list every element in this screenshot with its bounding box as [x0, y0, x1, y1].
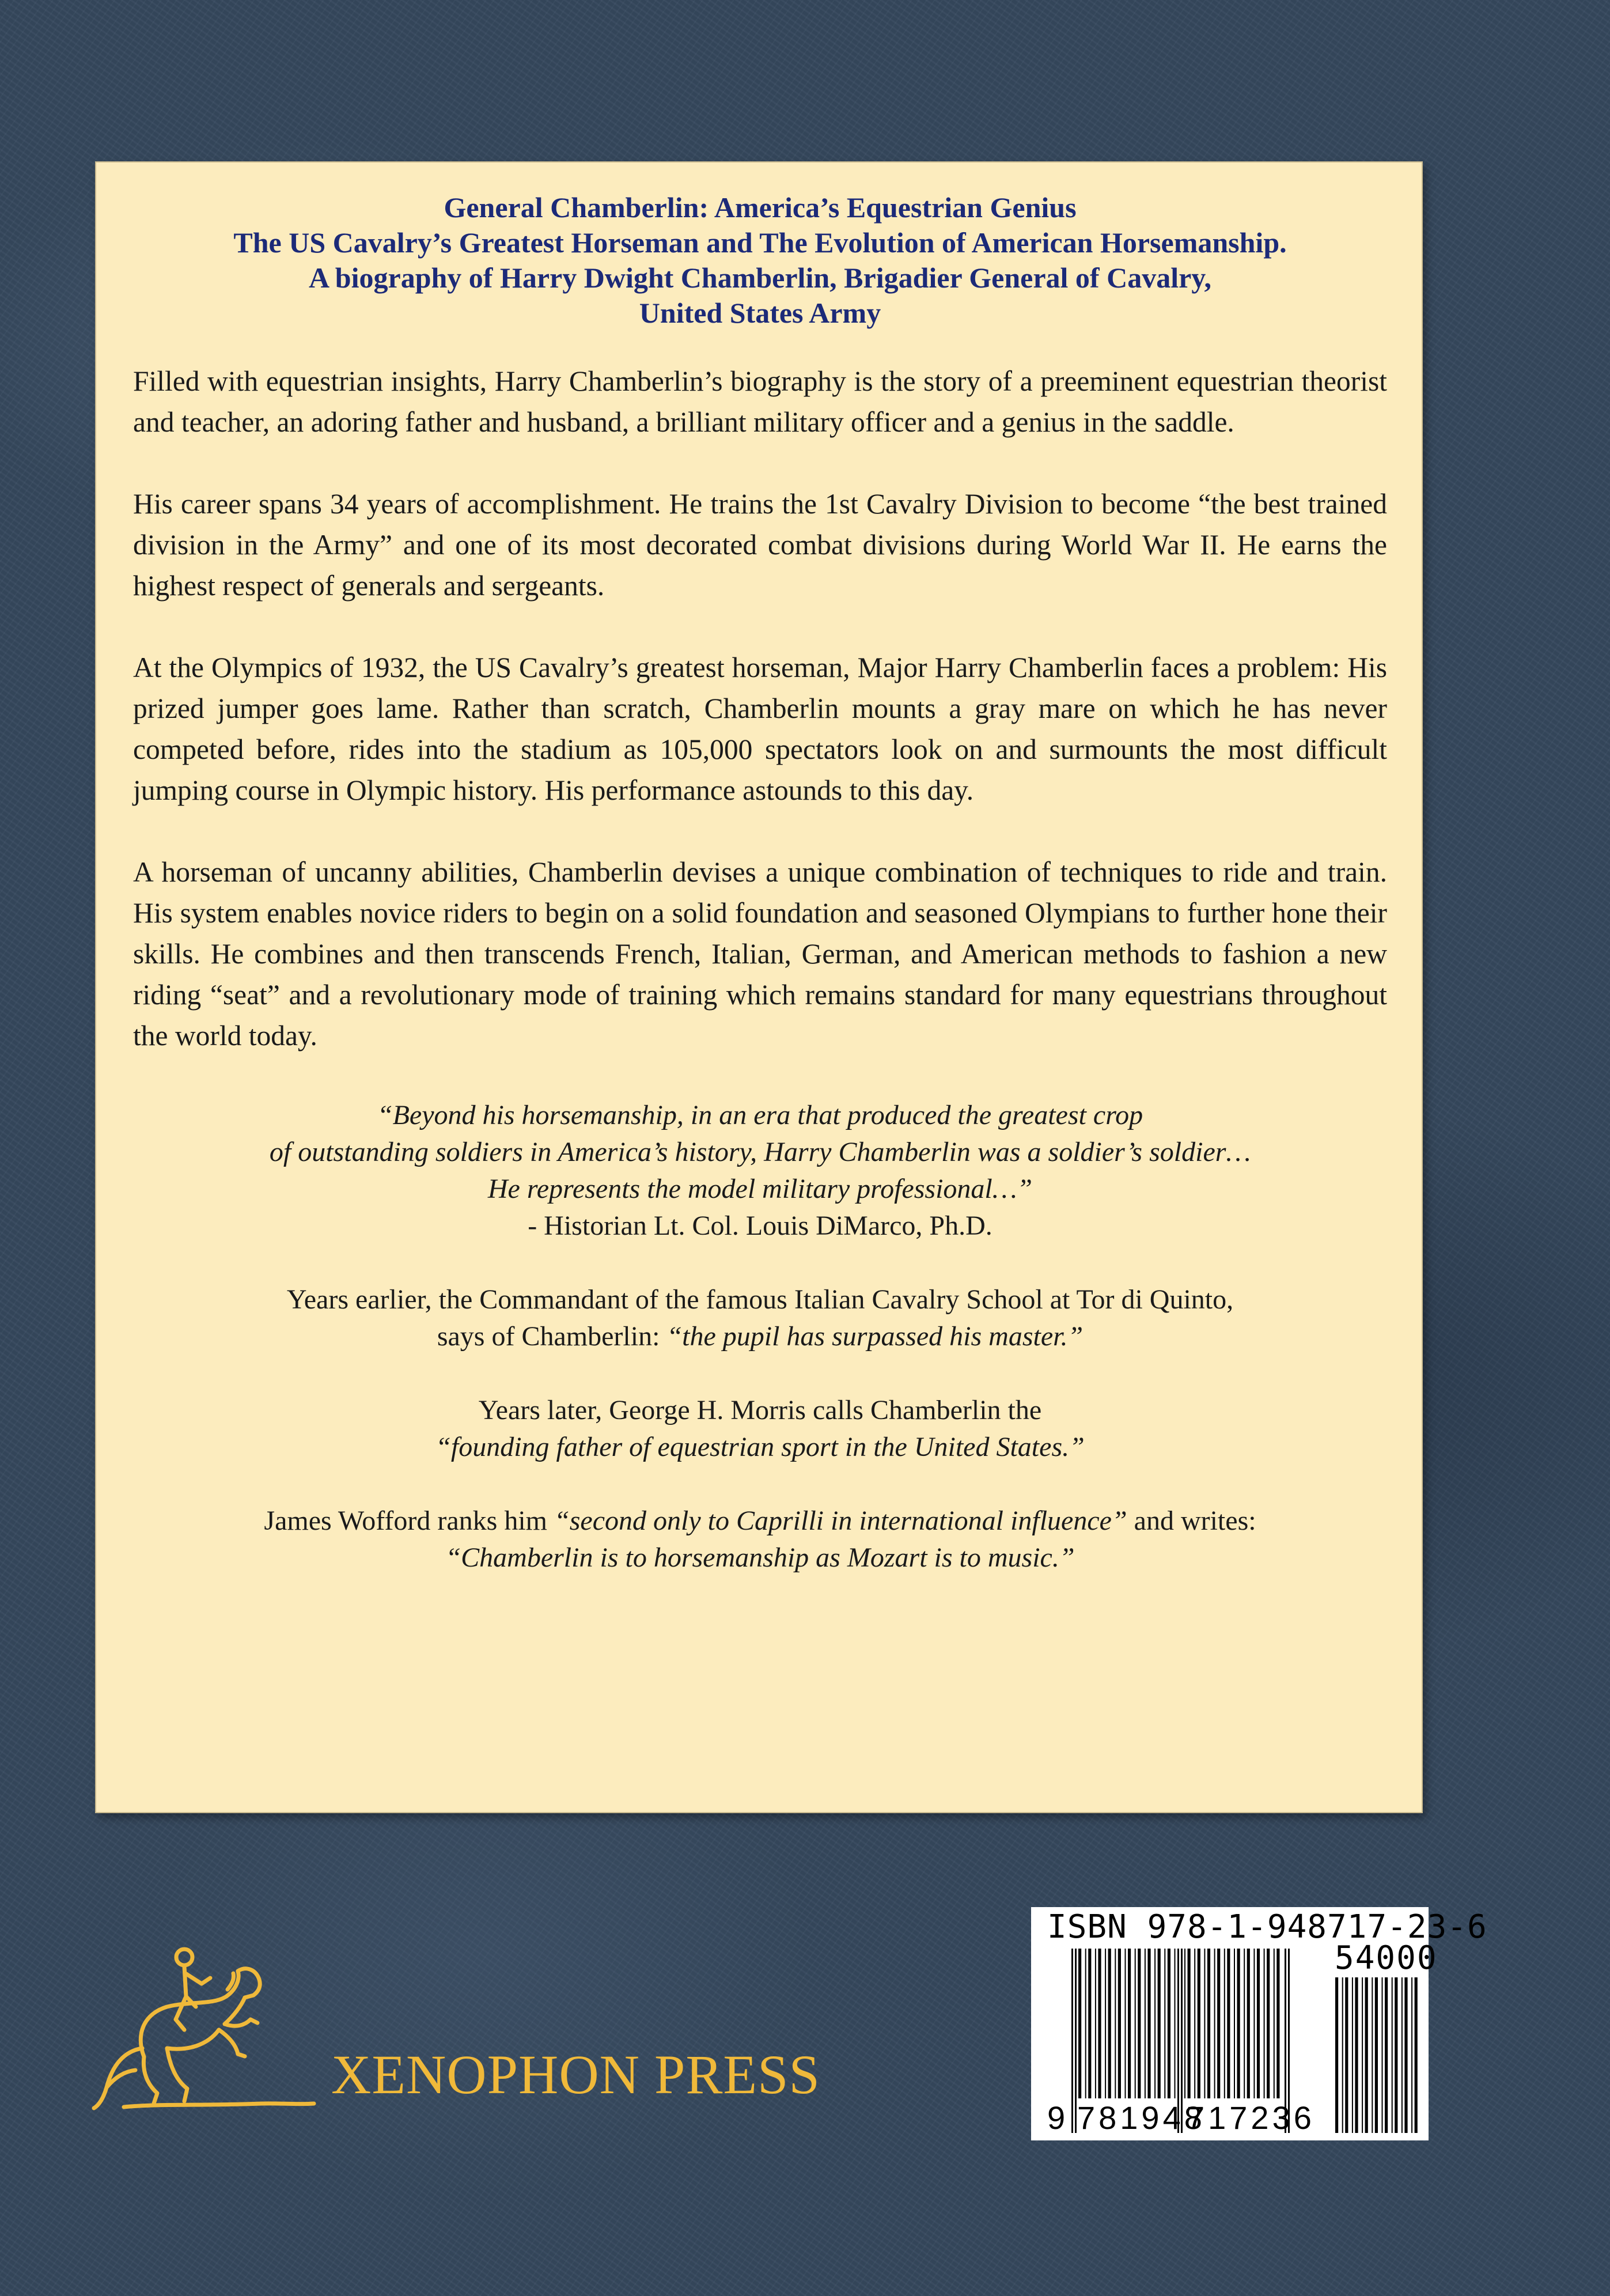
barcode-bar — [1154, 1949, 1156, 2098]
barcode-bar — [1095, 1949, 1096, 2098]
endorsement-text: James Wofford ranks him — [264, 1506, 555, 1536]
barcode-bar — [1118, 1949, 1121, 2098]
description-paragraph: A horseman of uncanny abilities, Chamberlin devises a unique combination of techniques to ride and train. His system enables novice riders to begin on a solid foundation and seasoned Olympians to further hone their skills. He combines and then transcends French, Italian, German, and American methods to fashion a new riding “seat” and a revolutionary mode of training which remains standard for many equestrians throughout the world today. — [133, 856, 1387, 1051]
wofford-endorsement — [133, 1503, 1387, 1576]
barcode-bar — [1138, 1949, 1141, 2098]
barcode-bar — [1244, 1949, 1245, 2098]
barcode-bar — [1237, 1949, 1240, 2098]
barcode-bar — [1085, 1949, 1086, 2098]
ean-left-digits: 781948 — [1077, 2100, 1206, 2136]
endorsement-text: says of Chamberlin: — [437, 1321, 667, 1352]
barcode-bar — [1276, 1949, 1279, 2098]
publisher-logo — [89, 1933, 820, 2117]
rider-on-rearing-horse-icon — [89, 1933, 331, 2117]
barcode-bar — [1164, 1949, 1165, 2098]
barcode-bar — [1362, 1977, 1363, 2133]
historian-quote — [133, 1097, 1387, 1245]
isbn-label: ISBN 978-1-948717-23-6 — [1047, 1908, 1487, 1946]
barcode-bar — [1395, 1977, 1397, 2133]
barcode-bar — [1098, 1949, 1101, 2098]
description-paragraph: His career spans 34 years of accomplishment. He trains the 1st Cavalry Division to become “the best trained division in the Army” and one of its most decorated combat divisions during World War II. He earns the highest respect of generals and sergeants. — [133, 488, 1387, 602]
barcode-bar — [1158, 1949, 1161, 2098]
barcode-bar — [1194, 1949, 1195, 2098]
barcode-bar — [1264, 1949, 1265, 2098]
barcode-bar — [1372, 1977, 1373, 2133]
barcode-bar — [1401, 1977, 1403, 2133]
isbn-barcode — [1031, 1907, 1487, 2140]
book-title-block — [133, 190, 1387, 331]
barcode-bar — [1385, 1977, 1388, 2133]
barcode-bar — [1345, 1977, 1348, 2133]
ean-right-digits: 717236 — [1187, 2100, 1315, 2136]
barcode-bar — [1125, 1949, 1126, 2098]
quote-line: He represents the model military professional…” — [487, 1174, 1033, 1204]
barcode-bar — [1128, 1949, 1131, 2098]
barcode-bar — [1105, 1949, 1106, 2098]
endorsement-quote: “Chamberlin is to horsemanship as Mozart is to music.” — [445, 1542, 1075, 1573]
endorsement-quote: “founding father of equestrian sport in the United States.” — [435, 1432, 1085, 1462]
barcode-bar — [1234, 1949, 1235, 2098]
barcode-bar — [1207, 1949, 1210, 2098]
endorsement-line: Years earlier, the Commandant of the famous Italian Cavalry School at Tor di Quinto, — [286, 1284, 1234, 1315]
barcode-bar — [1088, 1949, 1091, 2098]
endorsement-line — [133, 1503, 1387, 1540]
barcode-bar — [1188, 1949, 1191, 2098]
barcode-bar — [1224, 1949, 1225, 2098]
barcode-bar — [1175, 1949, 1176, 2098]
morris-endorsement — [133, 1392, 1387, 1466]
barcode-bar — [1078, 1949, 1081, 2098]
price-code: 54000 — [1335, 1939, 1438, 1977]
quote-attribution: - Historian Lt. Col. Louis DiMarco, Ph.D. — [528, 1211, 992, 1241]
barcode-bar — [1147, 1949, 1150, 2098]
barcode-bar — [1145, 1949, 1146, 2098]
endorsement-quote: “second only to Caprilli in international influence” — [554, 1506, 1127, 1536]
barcode-bar — [1342, 1977, 1343, 2133]
barcode-bar — [1115, 1949, 1116, 2098]
title-line: United States Army — [639, 297, 881, 329]
endorsement-quote: “the pupil has surpassed his master.” — [666, 1321, 1084, 1352]
barcode-bar — [1198, 1949, 1200, 2098]
quote-line: of outstanding soldiers in America’s history, Harry Chamberlin was a soldier’s soldier… — [269, 1137, 1251, 1167]
barcode-bar — [1335, 1977, 1338, 2133]
barcode-bar — [1217, 1949, 1220, 2098]
barcode-bar — [1392, 1977, 1393, 2133]
barcode-bar — [1214, 1949, 1215, 2098]
barcode-bar — [1415, 1977, 1418, 2133]
barcode-bar — [1365, 1977, 1368, 2133]
barcode-bar — [1274, 1949, 1275, 2098]
description-paragraph: At the Olympics of 1932, the US Cavalry’s greatest horseman, Major Harry Chamberlin faces a problem: His prized jumper goes lame. Rather than scratch, Chamberlin mounts a gray mare on which he has never competed before, rides into the stadium as 105,000 spectators look on and surmounts the most difficult jumping course in Olympic history. His performance astounds to this day. — [133, 652, 1387, 806]
barcode-bar — [1135, 1949, 1136, 2098]
barcode-bar — [1257, 1949, 1260, 2098]
barcode-bar — [1247, 1949, 1250, 2098]
italian-school-endorsement — [133, 1281, 1387, 1355]
barcode-bar — [1267, 1949, 1270, 2098]
endorsement-line — [133, 1318, 1387, 1355]
barcode-bar — [1253, 1949, 1255, 2098]
quote-line: “Beyond his horsemanship, in an era that produced the greatest crop — [377, 1100, 1143, 1130]
publisher-name: XENOPHON PRESS — [331, 2044, 820, 2105]
ean-lead-digit: 9 — [1047, 2100, 1066, 2136]
title-line: The US Cavalry’s Greatest Horseman and The Evolution of American Horsemanship. — [233, 226, 1287, 259]
barcode-bar — [1108, 1949, 1111, 2098]
title-line: General Chamberlin: America’s Equestrian Genius — [444, 191, 1077, 224]
back-cover-text-panel — [95, 161, 1423, 1813]
barcode-guard-bar — [1075, 1949, 1077, 2133]
barcode-bar — [1204, 1949, 1205, 2098]
barcode-bar — [1227, 1949, 1230, 2098]
barcode-bar — [1352, 1977, 1353, 2133]
endorsement-line: Years later, George H. Morris calls Chamberlin the — [478, 1395, 1042, 1425]
barcode-bar — [1355, 1977, 1358, 2133]
barcode-guard-bar — [1071, 1949, 1073, 2133]
barcode-bar — [1375, 1977, 1378, 2133]
barcode-bar — [1411, 1977, 1412, 2133]
barcode-bar — [1382, 1977, 1383, 2133]
barcode-bar — [1184, 1949, 1185, 2098]
endorsement-text: and writes: — [1127, 1506, 1256, 1536]
title-line: A biography of Harry Dwight Chamberlin, Brigadier General of Cavalry, — [308, 262, 1212, 294]
description-paragraph: Filled with equestrian insights, Harry Chamberlin’s biography is the story of a preeminent equestrian theorist and teacher, an adoring father and husband, a brilliant military officer and a genius in the saddle. — [133, 365, 1387, 438]
barcode-bar — [1168, 1949, 1170, 2098]
barcode-bar — [1404, 1977, 1407, 2133]
